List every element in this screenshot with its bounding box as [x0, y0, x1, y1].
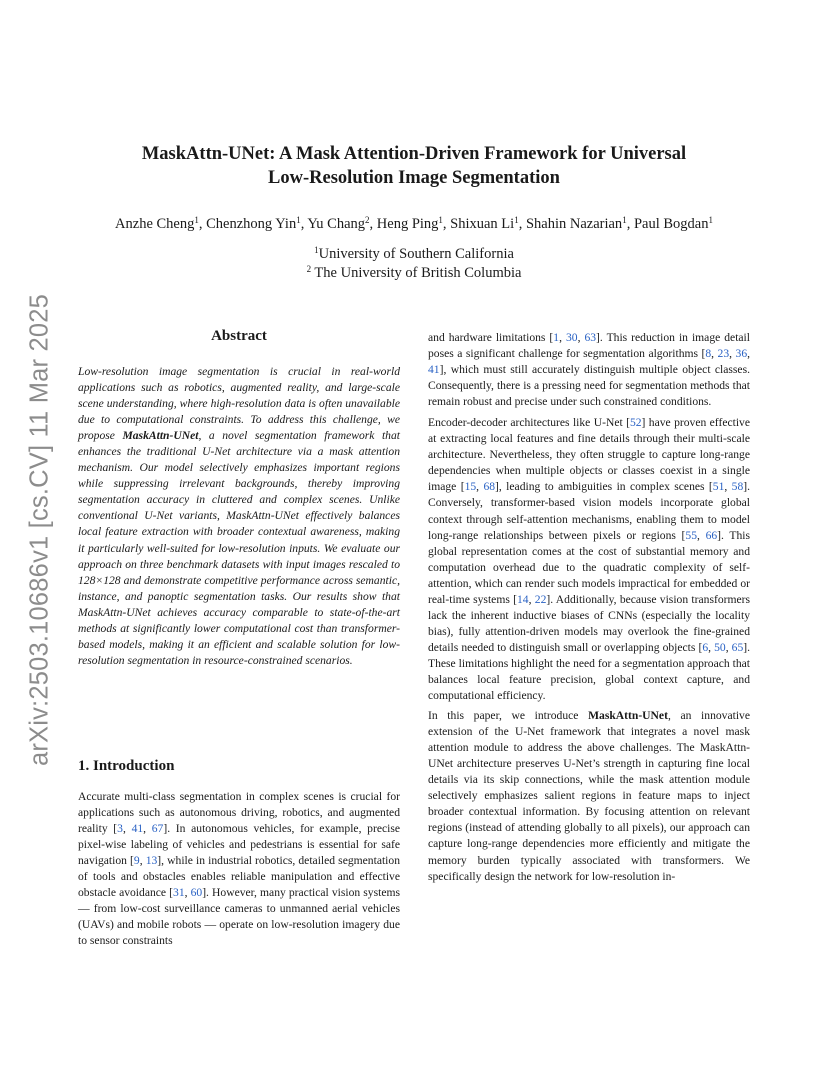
citation-link[interactable]: 41: [131, 822, 144, 836]
author-name: Heng Ping: [376, 216, 439, 232]
intro-paragraph-3: In this paper, we introduce MaskAttn-UNet, an innovative extension of the U-Net framework that integrates a novel mask attention module to address the above challenges. The MaskAttn-UNet architecture preserves U-Net’s strength in capturing fine local details via its skip connections, while the mask attention module selectively emphasizes salient regions in feature maps to inject broader contextual information. By focusing attention on relevant regions (instead of attending globally to all pixels), our approach can capture long-range dependencies more efficiently and mitigate the memory burden typically associated with transformers. We specifically design the network for low-resolution in-: [428, 709, 750, 883]
citation-link[interactable]: 8: [705, 347, 712, 361]
author-name: Chenzhong Yin: [206, 216, 297, 232]
author-affiliation-mark: 1: [438, 215, 443, 225]
citation-link[interactable]: 68: [483, 480, 496, 494]
citation-link[interactable]: 9: [133, 854, 140, 868]
title-line-2: Low-Resolution Image Segmentation: [268, 168, 560, 188]
paper-title: [90, 142, 738, 190]
author-name: Yu Chang: [307, 216, 366, 232]
author-name: Shahin Nazarian: [525, 216, 623, 232]
citation-link[interactable]: 13: [145, 854, 158, 868]
author-affiliation-mark: 1: [514, 215, 519, 225]
citation-link[interactable]: 50: [714, 640, 726, 654]
abstract-text-start: Low-resolution image segmentation is crucial in real-world applications such as robotics, augmented reality, and large-scale scene understanding, where high-resolution data is often unavailable due to computational constraints. To address this challenge, we propose: [78, 365, 400, 443]
citation-link[interactable]: 63: [584, 331, 597, 344]
author-name: Paul Bogdan: [633, 216, 709, 232]
citation-link[interactable]: 23: [717, 347, 730, 361]
author-name: Shixuan Li: [450, 216, 515, 232]
citation-link[interactable]: 67: [151, 822, 164, 836]
citation-link[interactable]: 22: [534, 592, 547, 606]
citation-link[interactable]: 66: [705, 528, 718, 542]
affiliation-mark: 2: [306, 264, 312, 274]
affiliation-mark: 1: [314, 245, 319, 255]
model-name: MaskAttn-UNet: [588, 709, 668, 723]
affiliation-1: [90, 246, 738, 263]
author-affiliation-mark: 1: [708, 215, 713, 225]
abstract-heading: Abstract: [211, 328, 267, 344]
affiliation-name: The University of British Columbia: [311, 265, 522, 281]
citation-link[interactable]: 58: [731, 480, 744, 494]
citation-link[interactable]: 31: [173, 886, 185, 900]
citation-link[interactable]: 55: [685, 528, 698, 542]
citation-link[interactable]: 65: [731, 640, 744, 654]
author-affiliation-mark: 1: [194, 215, 199, 225]
right-column: [428, 330, 750, 889]
citation-link[interactable]: 1: [553, 331, 560, 344]
author-affiliation-mark: 1: [296, 215, 301, 225]
affiliation-name: University of Southern California: [318, 246, 514, 262]
intro-paragraph-1: Accurate multi-class segmentation in complex scenes is crucial for applications such as autonomous driving, robotics, and augmented reality [3, 41, 67]. In autonomous vehicles, for example, precise pixel-wise labeling of vehicles and pedestrians is essential for safe navigation [9, 13], while in industrial robotics, detailed segmentation of tools and obstacles enables reliable manipulation and effective obstacle avoidance [31, 60]. However, many practical vision systems — from low-cost surveillance cameras to unmanned aerial vehicles (UAVs) and mobile robots — operate on low-resolution imagery due to sensor constraints: [78, 790, 401, 948]
author-list: Anzhe Cheng$^1$, Chenzhong Yin$^1$, Yu Chang$^2$, Heng Ping$^1$, Shixuan Li$^1$, Shahin Nazarian$^1$, Paul Bogdan$^1$: [115, 215, 713, 232]
citation-link[interactable]: 6: [702, 640, 709, 654]
author-name: Anzhe Cheng: [115, 216, 195, 232]
abstract-text: [78, 364, 400, 669]
citation-link[interactable]: 3: [117, 822, 123, 836]
citation-link[interactable]: 36: [735, 347, 748, 361]
author-affiliation-mark: 1: [622, 215, 627, 225]
intro-paragraph-1-continued: and hardware limitations [1, 30, 63]. This reduction in image detail poses a significant challenge for segmentation algorithms [8, 23, 36, 41], which must still accurately distinguish multiple object classes. Consequently, there is a pressing need for segmentation methods that remain robust and precise under such constrained conditions.: [428, 331, 751, 409]
intro-paragraph-2: Encoder-decoder architectures like U-Net [52] have proven effective at extracting local features and fine details through their multi-scale architecture. Nevertheless, they often struggle to capture long-range dependencies when multiple objects or classes coexist in a single image [15, 68], leading to ambiguities in complex scenes [51, 58]. Conversely, transformer-based vision models incorporate global context through self-attention mechanisms, enabling them to model long-range relationships between pixels or regions [55, 66]. This global representation comes at the cost of substantial memory and computation overhead due to the quadratic complexity of self-attention, which can render such models impractical for embedded or real-time systems [14, 22]. Additionally, because vision transformers lack the inherent inductive biases of CNNs (especially the locality bias), fully attention-driven models may overlook the fine-grained details needed to distinguish small or overlapping objects [6, 50, 65]. These limitations highlight the need for a segmentation approach that balances local feature precision, global context capture, and computational efficiency.: [428, 416, 751, 703]
citation-link[interactable]: 14: [517, 592, 529, 606]
citation-link[interactable]: 30: [565, 331, 578, 344]
arxiv-identifier: arXiv:2503.10686v1 [cs.CV] 11 Mar 2025: [25, 293, 54, 767]
title-line-1: MaskAttn-UNet: A Mask Attention-Driven Framework for Universal: [141, 144, 687, 164]
citation-link[interactable]: 41: [428, 363, 440, 377]
abstract-text-end: , a novel segmentation framework that enhances the traditional U-Net architecture via a mask attention mechanism. Our model selectively emphasizes important regions while suppressing irrelevant backgrounds, thereby improving segmentation accuracy in cluttered and complex scenes. Unlike conventional U-Net variants, MaskAttn-UNet effectively balances local feature extraction with broader contextual awareness, making it particularly well-suited for low-resolution inputs. We evaluate our approach on three benchmark datasets with input images rescaled to 128×128 and demonstrate competitive performance across semantic, instance, and panoptic segmentation tasks. Our results show that MaskAttn-UNet achieves accuracy comparable to state-of-the-art methods at significantly lower computational cost than transformer-based models, making it an efficient and scalable solution for low-resolution segmentation in resource-constrained scenarios.: [78, 429, 400, 667]
citation-link[interactable]: 60: [190, 886, 203, 900]
author-affiliation-mark: 2: [365, 215, 370, 225]
abstract-model-name: MaskAttn-UNet: [122, 429, 199, 443]
citation-link[interactable]: 52: [629, 416, 642, 430]
citation-link[interactable]: 15: [464, 480, 477, 494]
affiliation-2: [90, 265, 738, 282]
section-heading-introduction: 1. Introduction: [78, 758, 175, 774]
citation-link[interactable]: 51: [712, 480, 725, 494]
